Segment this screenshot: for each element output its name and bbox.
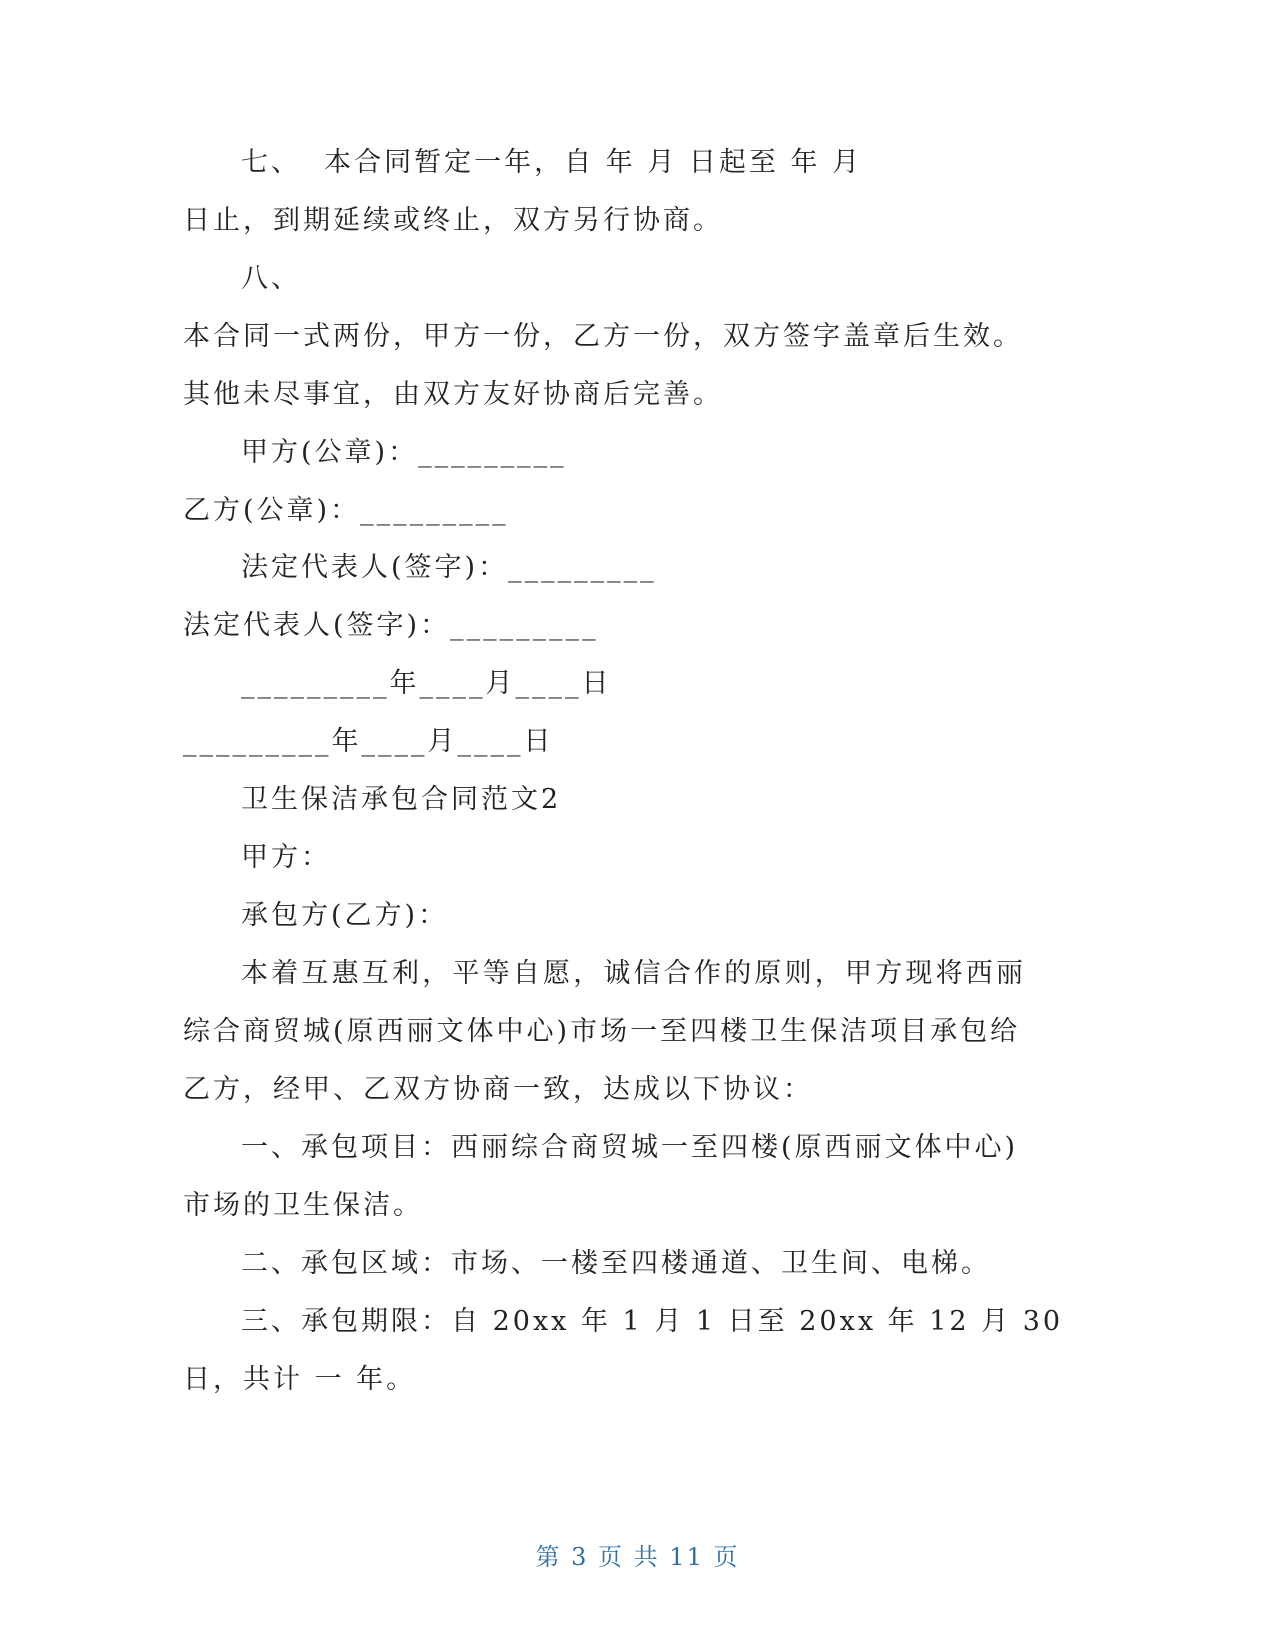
party-a-representative: 法定代表人(签字)：_________ [241,552,657,583]
clause-8-line-2: 其他未尽事宜，由双方友好协商后完善。 [183,379,723,410]
clause-8-heading: 八、 [241,263,301,294]
preamble-line-1: 本着互惠互利，平等自愿，诚信合作的原则，甲方现将西丽 [241,958,1027,989]
party-b-representative: 法定代表人(签字)：_________ [183,610,599,641]
item-3-line-2: 日，共计 一 年。 [183,1364,417,1395]
section-title: 卫生保洁承包合同范文2 [241,784,562,815]
item-1-line-1: 一、承包项目：西丽综合商贸城一至四楼(原西丽文体中心) [241,1132,1019,1163]
party-a-label: 甲方： [241,842,331,873]
item-1-line-2: 市场的卫生保洁。 [183,1190,423,1221]
party-a-seal: 甲方(公章)：_________ [241,437,567,468]
party-a-date: _________年____月____日 [241,668,612,699]
page-footer: 第 3 页 共 11 页 [535,1543,740,1571]
preamble-line-3: 乙方，经甲、乙双方协商一致，达成以下协议： [183,1074,813,1105]
item-2: 二、承包区域：市场、一楼至四楼通道、卫生间、电梯。 [241,1248,991,1279]
party-b-seal: 乙方(公章)：_________ [183,495,509,526]
clause-7-line-2: 日止，到期延续或终止，双方另行协商。 [183,205,723,236]
clause-7-line-1: 七、 本合同暂定一年，自 年 月 日起至 年 月 [241,147,863,178]
contractor-label: 承包方(乙方)： [241,900,449,931]
item-3-line-1: 三、承包期限：自 20xx 年 1 月 1 日至 20xx 年 12 月 30 [241,1306,1064,1337]
preamble-line-2: 综合商贸城(原西丽文体中心)市场一至四楼卫生保洁项目承包给 [183,1016,1021,1047]
party-b-date: _________年____月____日 [183,726,554,757]
clause-8-line-1: 本合同一式两份，甲方一份，乙方一份，双方签字盖章后生效。 [183,321,1023,352]
